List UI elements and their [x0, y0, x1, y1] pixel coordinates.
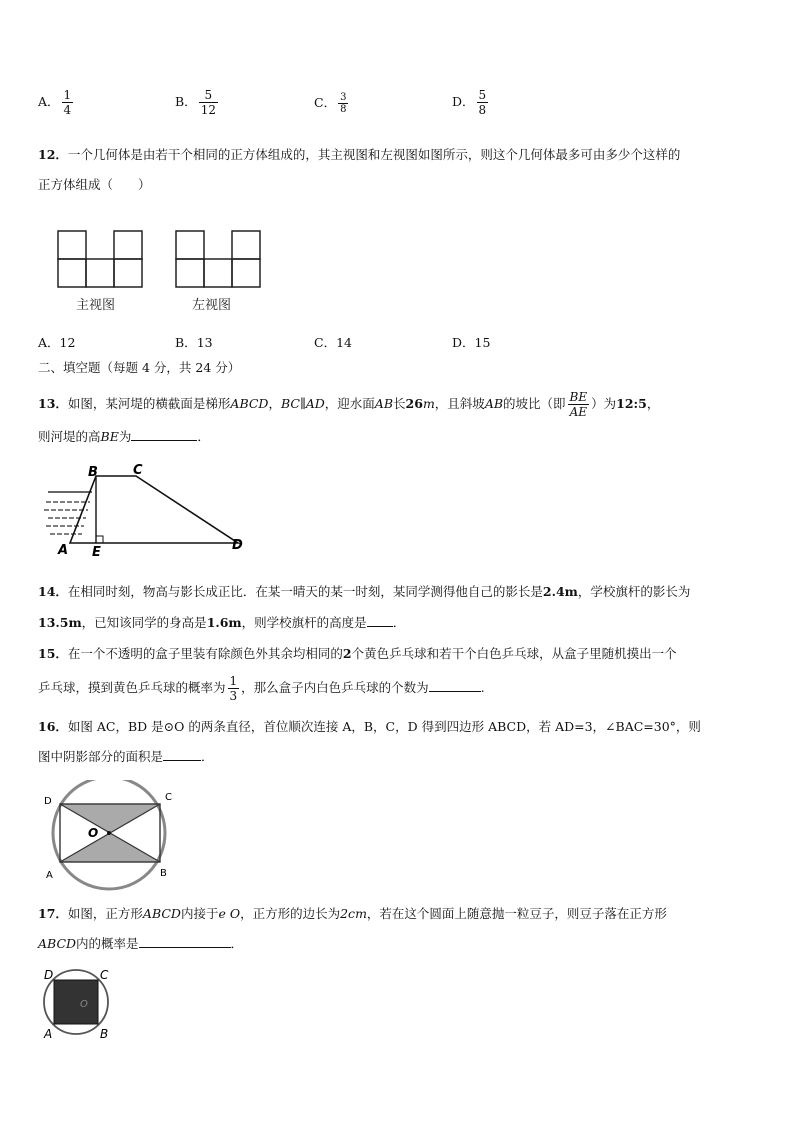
- q16-line1: 16．如图 AC，BD 是⊙O 的两条直径，首位顺次连接 A，B，C，D 得到四边形 ABCD，若 AD=3，∠BAC=30°，则: [38, 719, 701, 734]
- q15-line2: 乒乓球，摸到黄色乒乓球的概率为 $\frac{1}{3}$ ，那么盒子内白色乒乓球的个数为 .: [38, 674, 485, 703]
- svg-text:A: A: [58, 543, 69, 558]
- q11-option-d: D． $\frac{5}{8}$: [452, 88, 487, 117]
- svg-text:A: A: [46, 870, 53, 881]
- q12-line2: 正方体组成（ ）: [38, 177, 151, 192]
- q12-option-d: D．15: [452, 335, 491, 350]
- answer-blank: [429, 679, 481, 692]
- q12-line1: 12．一个几何体是由若干个相同的正方体组成的，其主视图和左视图如图所示，则这个几何体最多可由多少个这样的: [38, 147, 681, 162]
- svg-text:C: C: [100, 968, 109, 982]
- left-view: [176, 231, 260, 287]
- q17-square-circle-figure: [38, 966, 128, 1042]
- shaded-bottom: [60, 833, 160, 862]
- svg-text:D: D: [44, 796, 52, 807]
- trapezoid: [70, 476, 238, 543]
- svg-text:D: D: [44, 968, 54, 982]
- q11-option-a: A． $\frac{1}{4}$: [38, 88, 72, 117]
- svg-text:O: O: [88, 826, 99, 840]
- q11-option-c: C． $\frac{3}{8}$: [314, 92, 347, 115]
- q14-line2: 13.5m，已知该同学的身高是1.6m，则学校旗杆的高度是 ．: [38, 615, 406, 630]
- fraction: $\frac{5}{8}$: [478, 88, 487, 117]
- q15-line1: 15．在一个不透明的盒子里装有除颜色外其余均相同的2个黄色乒乓球和若干个白色乒乓球，从盒子里随机摸出一个: [38, 646, 677, 661]
- q13-trapezoid-figure: [40, 462, 260, 560]
- q16-line2: 图中阴影部分的面积是 ．: [38, 749, 214, 764]
- q13-line2: 则河堤的高BE为 ．: [38, 429, 210, 444]
- square-abcd: [54, 980, 98, 1024]
- svg-text:E: E: [92, 545, 101, 560]
- q12-option-b: B．13: [175, 335, 213, 350]
- svg-text:A: A: [44, 1027, 53, 1041]
- shaded-top: [60, 804, 160, 833]
- q12-option-c: C．14: [314, 335, 352, 350]
- section-title: 二、填空题（每题 4 分，共 24 分）: [38, 360, 241, 375]
- q12-views-figure: [50, 225, 280, 315]
- svg-text:B: B: [88, 465, 98, 480]
- left-view-label: 左视图: [192, 298, 232, 313]
- q16-circle-figure: [40, 780, 190, 892]
- q11-option-b: B． $\frac{5}{12}$: [175, 88, 216, 117]
- answer-blank: [131, 428, 197, 441]
- fraction: $\frac{1}{4}$: [63, 88, 72, 117]
- svg-text:O: O: [80, 999, 88, 1010]
- fraction: $\frac{5}{12}$: [200, 88, 216, 117]
- answer-blank: [367, 614, 393, 627]
- svg-text:B: B: [160, 868, 167, 879]
- front-view: [58, 231, 142, 287]
- probability-fraction: $\frac{1}{3}$: [229, 674, 238, 703]
- front-view-label: 主视图: [76, 298, 116, 313]
- q17-line1: 17．如图，正方形ABCD内接于e O，正方形的边长为2cm，若在这个圆面上随意抛一粒豆子，则豆子落在正方形: [38, 906, 667, 921]
- answer-blank: [139, 935, 231, 948]
- answer-blank: [163, 748, 201, 761]
- water-lines: [44, 502, 90, 534]
- q17-line2: ABCD内的概率是 ．: [38, 936, 244, 951]
- svg-text:C: C: [165, 792, 172, 803]
- slope-fraction: $\frac{BE}{AE}$: [569, 390, 588, 419]
- svg-text:B: B: [100, 1027, 109, 1041]
- q13-line1: 13．如图，某河堤的横截面是梯形ABCD，BC∥AD，迎水面AB长26m，且斜坡AB的坡比（即 $\frac{BE}{AE}$ ）为12:5，: [38, 390, 660, 419]
- svg-text:C: C: [133, 463, 143, 478]
- svg-text:D: D: [232, 538, 243, 553]
- q12-option-a: A．12: [38, 335, 76, 350]
- q14-line1: 14．在相同时刻，物高与影长成正比．在某一晴天的某一时刻，某同学测得他自己的影长是2.4m，学校旗杆的影长为: [38, 584, 691, 599]
- fraction: $\frac{3}{8}$: [340, 92, 347, 115]
